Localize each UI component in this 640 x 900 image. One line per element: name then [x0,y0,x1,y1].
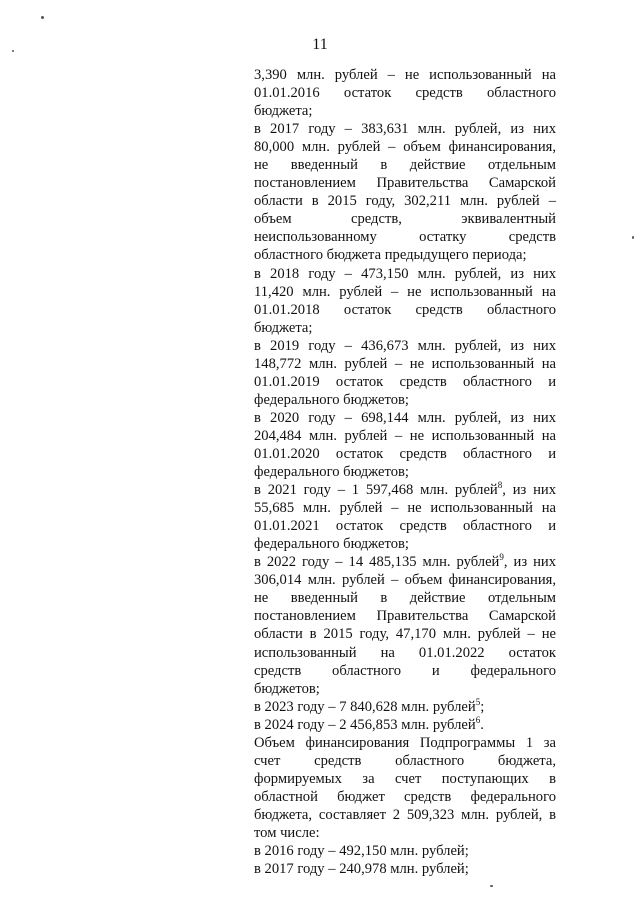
text-line-content: бюджета; [254,319,313,336]
text-line-content: не введенный в действие отдельным [254,590,556,607]
text-line [254,174,556,192]
text-line [254,824,556,842]
text-line-content: федерального бюджетов; [254,464,409,481]
text-line [254,662,556,680]
text-line [254,246,556,264]
text-line-content: неиспользованному остатку средств [254,229,556,246]
text-line-content: в 2022 году – 14 485,135 млн. рублей [254,554,500,571]
text-line-content: 204,484 млн. рублей – не использованный на [254,427,556,444]
text-line [254,210,556,228]
text-line [254,355,556,373]
text-line [254,373,556,391]
text-line [254,84,556,102]
text-line [254,337,556,355]
text-line [254,301,556,319]
footnote-reference: 5 [475,696,481,707]
text-line-content: 01.01.2016 остаток средств областного [254,85,556,102]
text-line [254,788,556,806]
text-line-tail: ; [480,698,485,715]
scan-speck [12,50,14,52]
text-line-content: бюджета, составляет 2 509,323 млн. рублей, в [254,806,556,823]
text-line-content: использованный на 01.01.2022 остаток [254,644,556,661]
text-line [254,120,556,138]
text-line-content: не введенный в действие отдельным [254,157,556,174]
text-line [254,228,556,246]
text-line [254,427,556,445]
text-line-content: 01.01.2019 остаток средств областного и [254,373,556,390]
text-line [254,463,556,481]
text-line-content: бюджета; [254,103,313,120]
text-line-content: 3,390 млн. рублей – не использованный на [254,67,556,83]
text-line [254,571,556,589]
text-line-content: области в 2015 году, 302,211 млн. рублей – [254,193,556,210]
text-line-tail: . [480,716,484,733]
text-line [254,66,556,84]
text-line [254,752,556,770]
text-line-content: 01.01.2021 остаток средств областного и [254,518,556,535]
text-line [254,535,556,553]
text-line [254,391,556,409]
text-line [254,445,556,463]
text-line [254,517,556,535]
text-line-content: том числе: [254,824,320,841]
text-line-content: областного бюджета предыдущего периода; [254,247,527,264]
text-line-tail: , из них [503,554,556,571]
text-line-content: 11,420 млн. рублей – не использованный на [254,283,556,300]
footnote-reference: 8 [497,480,503,491]
text-line-content: области в 2015 году, 47,170 млн. рублей – не [254,626,556,643]
text-line-tail: , из них [502,482,556,499]
text-line-content: в 2016 году – 492,150 млн. рублей; [254,843,469,860]
text-line [254,680,556,698]
scan-speck [490,885,493,887]
text-line-content: 306,014 млн. рублей – объем финансирования, [254,572,556,589]
text-line-content: 55,685 млн. рублей – не использованный на [254,500,556,517]
text-line [254,860,556,878]
text-line [254,409,556,427]
text-line-content: формируемых за счет поступающих в [254,770,556,787]
scan-speck [632,236,634,239]
scan-speck [41,16,44,19]
text-line [254,192,556,210]
text-line [254,283,556,301]
text-line-content: 01.01.2020 остаток средств областного и [254,445,556,462]
text-line-content: в 2020 году – 698,144 млн. рублей, из них [254,409,556,426]
text-line [254,481,556,499]
text-line [254,698,556,716]
text-line [254,102,556,120]
text-line-content: в 2019 году – 436,673 млн. рублей, из них [254,337,556,354]
text-line [254,734,556,752]
text-line-content: в 2024 году – 2 456,853 млн. рублей [254,716,476,733]
text-line-content: бюджетов; [254,680,320,697]
footnote-reference: 6 [475,714,481,725]
text-line-content: федерального бюджетов; [254,391,409,408]
text-line-content: в 2018 году – 473,150 млн. рублей, из них [254,265,556,282]
text-line-content: объем средств, эквивалентный [254,211,556,228]
text-line-content: средств областного и федерального [254,662,556,679]
text-line [254,319,556,337]
text-line [254,138,556,156]
text-line-content: 01.01.2018 остаток средств областного [254,301,556,318]
text-line-content: 80,000 млн. рублей – объем финансирования, [254,139,556,156]
text-line [254,499,556,517]
text-line [254,589,556,607]
text-line [254,842,556,860]
text-line [254,156,556,174]
text-line-content: в 2021 году – 1 597,468 млн. рублей [254,482,498,499]
text-line [254,607,556,625]
text-line-content: в 2023 году – 7 840,628 млн. рублей [254,698,476,715]
text-line [254,806,556,824]
text-line [254,553,556,571]
text-line [254,625,556,643]
text-line-content: счет средств областного бюджета, [254,752,556,769]
text-line-content: постановлением Правительства Самарской [254,175,556,192]
text-line-content: 148,772 млн. рублей – не использованный на [254,355,556,372]
text-line [254,716,556,734]
text-line [254,644,556,662]
footnote-reference: 9 [499,552,504,563]
body-text-column [254,66,556,878]
text-line-content: областной бюджет средств федерального [254,788,556,805]
text-line-content: федерального бюджетов; [254,536,409,553]
text-line-content: в 2017 году – 240,978 млн. рублей; [254,861,469,878]
text-line-content: в 2017 году – 383,631 млн. рублей, из них [254,121,556,138]
page-number: 11 [312,36,328,53]
text-line [254,265,556,283]
text-line-content: Объем финансирования Подпрограммы 1 за [254,734,556,751]
text-line-content: постановлением Правительства Самарской [254,608,556,625]
text-line [254,770,556,788]
